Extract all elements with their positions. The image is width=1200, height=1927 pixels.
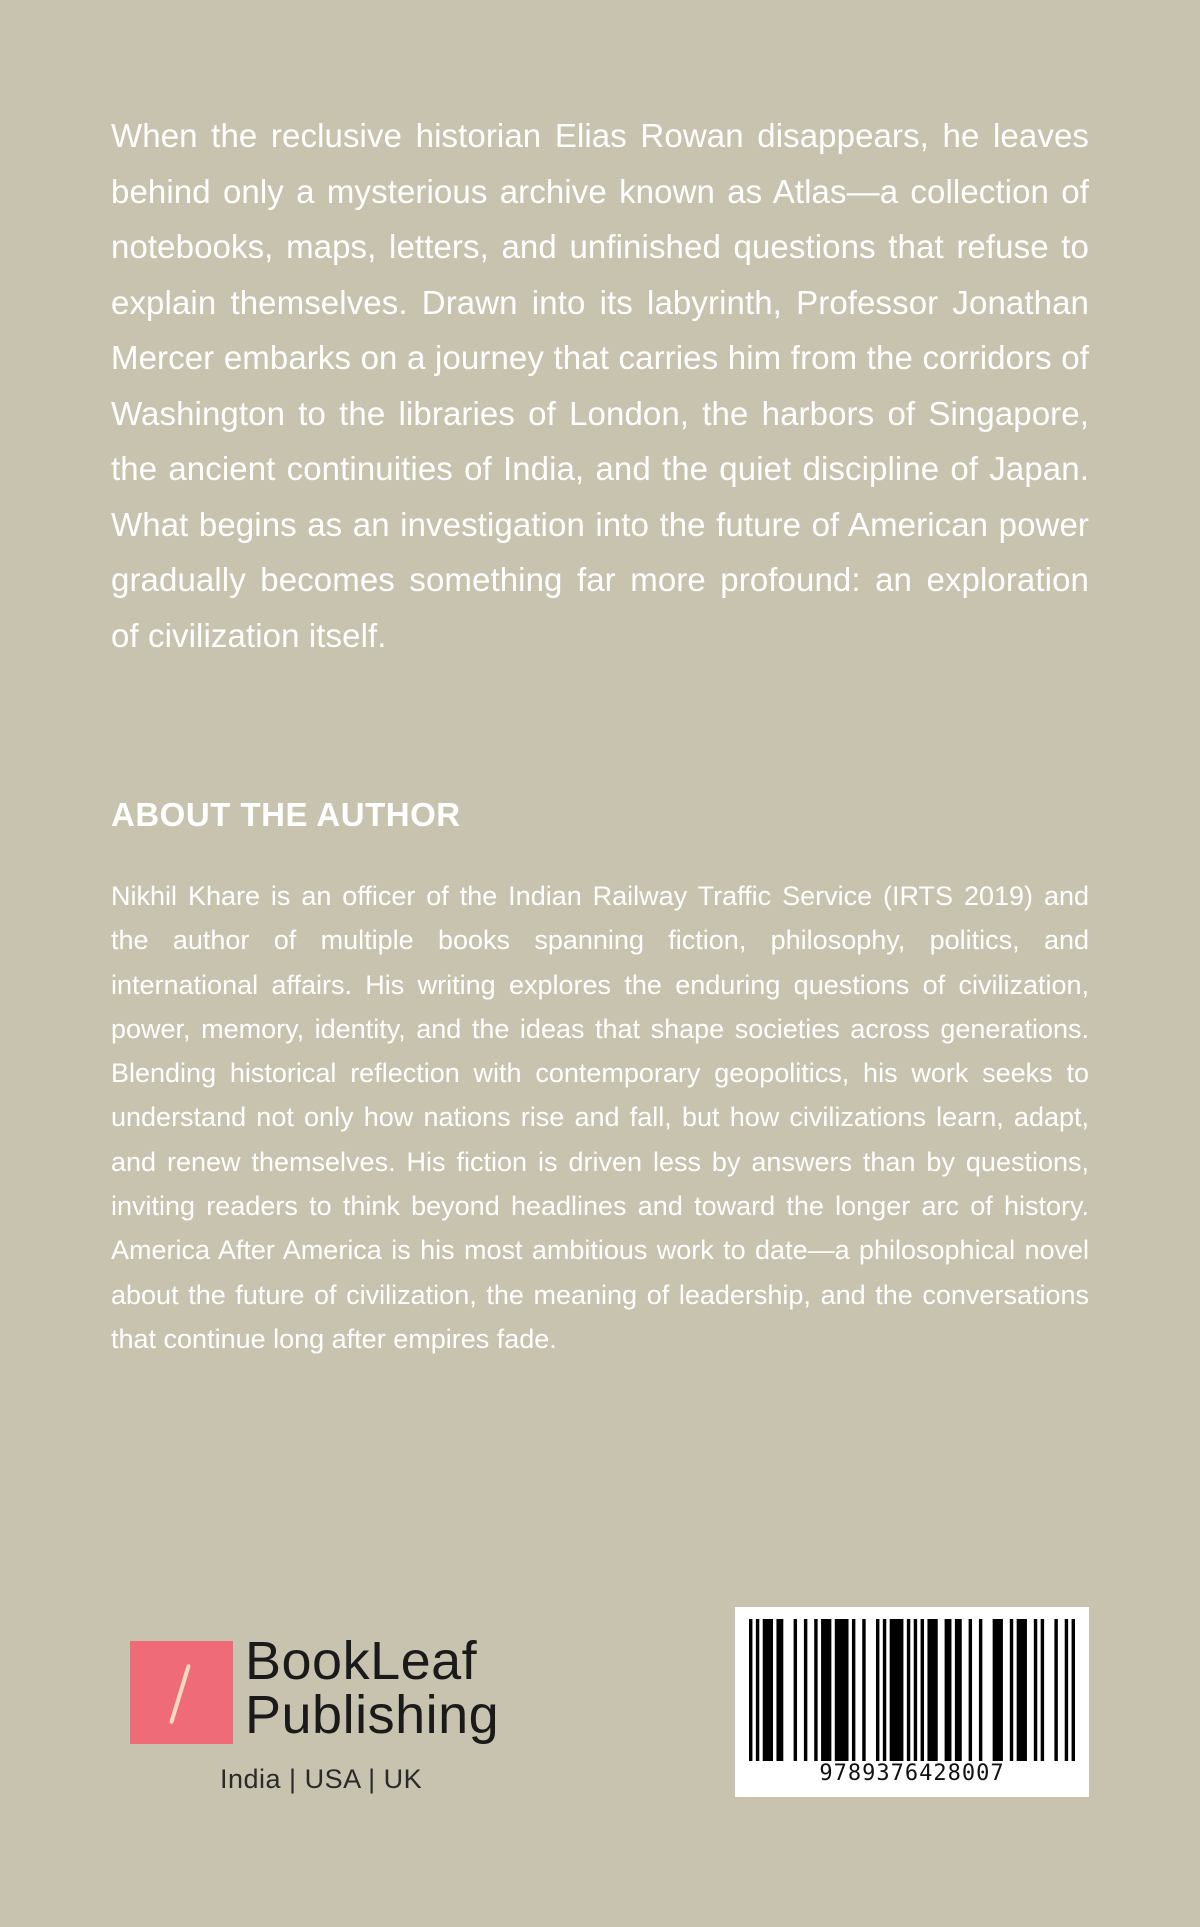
barcode-bar: [969, 1619, 972, 1761]
barcode-bar: [1034, 1619, 1037, 1761]
barcode-bar: [814, 1619, 817, 1761]
barcode-bar: [1054, 1619, 1057, 1761]
publisher-logo: [130, 1631, 530, 1804]
barcode-bar: [804, 1619, 807, 1761]
barcode-bar: [883, 1619, 886, 1761]
barcode-bar: [890, 1619, 904, 1761]
logo-slash-mark: [169, 1664, 191, 1724]
barcode-bar: [1041, 1619, 1044, 1761]
barcode-bar: [821, 1619, 831, 1761]
barcode-bar: [763, 1619, 773, 1761]
publisher-name-line2: Publishing: [245, 1685, 500, 1745]
barcode-bar: [862, 1619, 865, 1761]
barcode-bar: [794, 1619, 797, 1761]
barcode-bar: [979, 1619, 982, 1761]
about-author-heading: ABOUT THE AUTHOR: [111, 796, 461, 833]
barcode-bar: [914, 1619, 917, 1761]
barcode-bar: [921, 1619, 924, 1761]
barcode-bar: [756, 1619, 759, 1761]
barcode-bar: [749, 1619, 752, 1761]
barcode-bar: [993, 1619, 1003, 1761]
barcode-bar: [1072, 1619, 1075, 1761]
leaf-logo-icon: [130, 1641, 233, 1744]
barcode-bar: [776, 1619, 783, 1761]
isbn-barcode: [735, 1607, 1089, 1797]
barcode-bar: [1010, 1619, 1013, 1761]
barcode-bar: [907, 1619, 910, 1761]
back-cover-blurb: When the reclusive historian Elias Rowan disappears, he leaves behind only a mysterious archive known as Atlas—a collection of notebooks, maps, letters, and unfinished questions that refuse to explain themselves. Drawn into its labyrinth, Professor Jonathan Mercer embarks on a journey that carries him from the corridors of Washington to the libraries of London, the harbors of Singapore, the ancient continuities of India, and the quiet discipline of Japan. What begins as an investigation into the future of American power gradually becomes something far more profound: an exploration of civilization itself.: [111, 117, 1089, 654]
publisher-name-line1: BookLeaf: [245, 1631, 478, 1691]
barcode-bars-icon: [749, 1619, 1075, 1761]
publisher-regions: India | USA | UK: [220, 1764, 423, 1794]
barcode-bar: [835, 1619, 849, 1761]
barcode-bar: [876, 1619, 879, 1761]
barcode-bar: [927, 1619, 937, 1761]
barcode-bar: [945, 1619, 952, 1761]
barcode-bar: [1065, 1619, 1068, 1761]
about-author-text: Nikhil Khare is an officer of the Indian Railway Traffic Service (IRTS 2019) and the author of multiple books spanning fiction, philosophy, politics, and international affairs. His writing explores the enduring questions of civilization, power, memory, identity, and the ideas that shape societies across generations. Blending historical reflection with contemporary geopolitics, his work seeks to understand not only how nations rise and fall, but how civilizations learn, adapt, and renew themselves. His fiction is driven less by answers than by questions, inviting readers to think beyond headlines and toward the longer arc of history. America After America is his most ambitious work to date—a philosophical novel about the future of civilization, the meaning of leadership, and the conversations that continue long after empires fade.: [111, 881, 1089, 1354]
barcode-bar: [955, 1619, 962, 1761]
barcode-bar: [852, 1619, 855, 1761]
isbn-number: 9789376428007: [819, 1761, 1005, 1786]
barcode-bar: [1017, 1619, 1027, 1761]
